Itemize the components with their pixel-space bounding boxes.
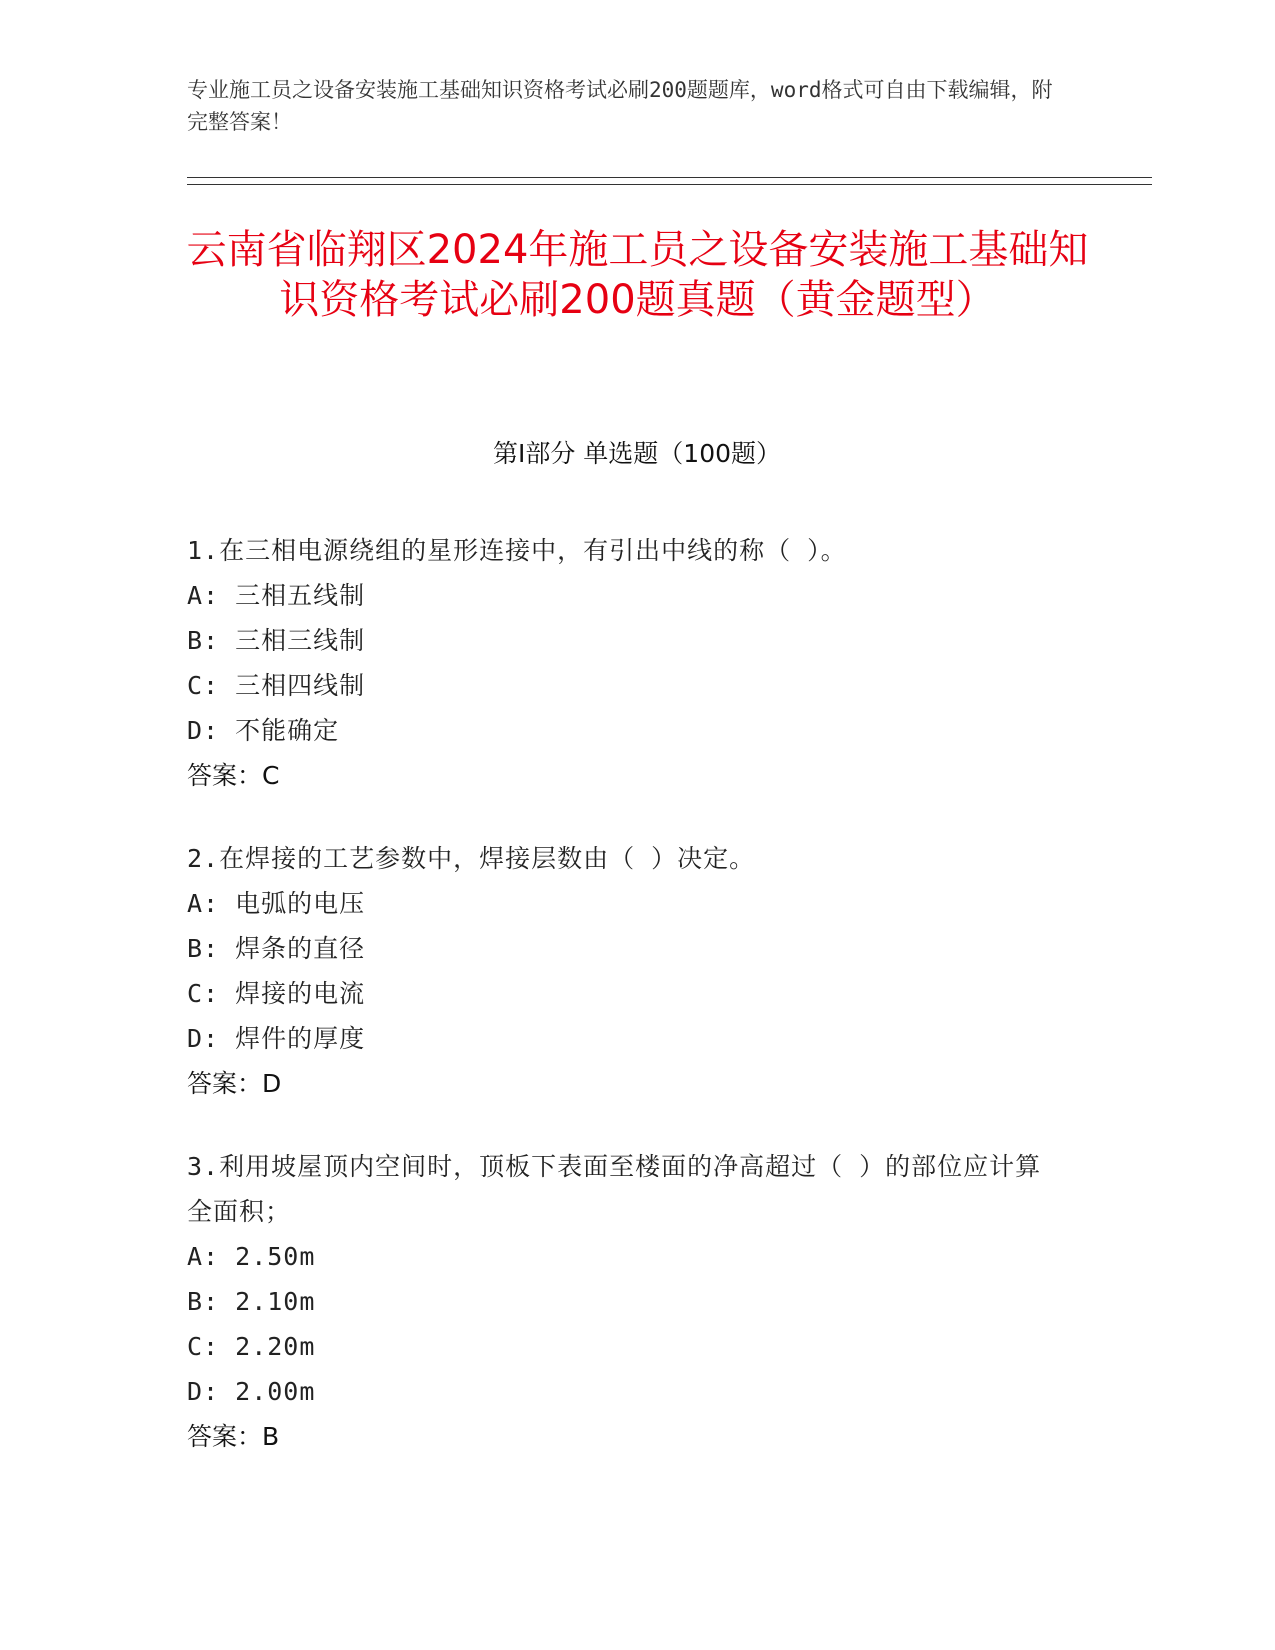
answer: 答案：B [187,1422,280,1451]
option-a: A: 电弧的电压 [187,889,366,918]
question-stem: 1.在三相电源绕组的星形连接中，有引出中线的称（ ）。 [187,536,847,565]
option-c: C: 焊接的电流 [187,979,366,1008]
question-item [187,836,1067,1106]
question-stem: 2.在焊接的工艺参数中，焊接层数由（ ）决定。 [187,844,756,873]
option-b: B: 三相三线制 [187,626,366,655]
option-c: C: 2.20m [187,1332,316,1361]
question-item [187,528,1067,798]
option-d: D: 焊件的厚度 [187,1024,366,1053]
header-note: 专业施工员之设备安装施工基础知识资格考试必刷200题题库，word格式可自由下载编辑，附完整答案！ [187,78,1053,134]
option-c: C: 三相四线制 [187,671,366,700]
document-title: 云南省临翔区2024年施工员之设备安装施工基础知识资格考试必刷200题真题（黄金题型） [186,227,1089,323]
answer: 答案：D [187,1069,282,1098]
option-b: B: 2.10m [187,1287,316,1316]
question-stem: 3.利用坡屋顶内空间时，顶板下表面至楼面的净高超过（ ）的部位应计算全面积； [187,1152,1042,1226]
question-list [187,528,1067,1497]
section-heading: 第Ⅰ部分 单选题（100题） [492,439,782,468]
option-d: D: 不能确定 [187,716,340,745]
question-item [187,1144,1067,1459]
option-b: B: 焊条的直径 [187,934,366,963]
option-a: A: 2.50m [187,1242,316,1271]
header-divider-top [187,177,1152,178]
header-divider-bottom [187,184,1152,185]
answer: 答案：C [187,761,280,790]
option-d: D: 2.00m [187,1377,316,1406]
option-a: A: 三相五线制 [187,581,366,610]
